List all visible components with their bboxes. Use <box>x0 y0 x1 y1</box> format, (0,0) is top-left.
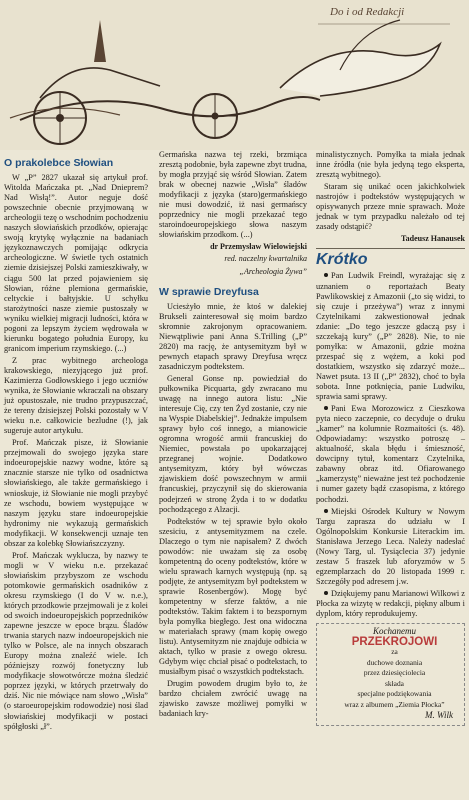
article-paragraph: General Gonse np. powiedział do pułkownika Picquarta, gdy zwracano mu uwagę na innego autora listu: „Nie interesuje Cię, czy ten Żyd zostanie, czy nie na Wyspie Diabelskiej”. Jednakże impulsem sprawy było coś innego, a mianowicie ogromna wrogość armii francuskiej do Niemiec, powstała po upokarzającej przegranej wojnie. Dodatkowo antysemityzm, który był wówczas zjawiskiem dość powszechnym w armii francuskiej, przyczynił się do skierowania podejrzeń w stronę Żyda i to w dodatku pochodzącego z Alzacji. <box>159 373 307 514</box>
card-line: Kochanemu <box>373 626 416 637</box>
signature-name: dr Przemysław Wielowiejski <box>210 242 307 252</box>
signature-role: red. naczelny kwartalnika <box>224 254 307 264</box>
news-item-text: Miejski Ośrodek Kultury w Nowym Targu zaprasza do udziału w I Ogólnopolskim Konkursie Literackim im. Stanisława Jerzego Leca. Należy nadesłać (Nowy Targ, ul. Tysiąclecia 37) jedynie zestaw 5 fraszek lub aforyzmów w 5 egzemplarzach do 20 listopada 1999 r. Szczegóły pod adresem j.w. <box>316 506 465 586</box>
column-c <box>316 150 465 726</box>
card-title: PRZEKROJOWI <box>351 635 438 648</box>
bullet-icon <box>324 273 328 277</box>
card-line: duchowe doznania <box>366 657 423 667</box>
chariot-drawing <box>0 0 469 150</box>
card-line: specjalne podziękowania <box>357 689 432 699</box>
banner-text: Do i od Redakcji <box>330 6 405 18</box>
article-paragraph: Uciesżyło mnie, że ktoś w dalekiej Brukseli zainteresował się moim bardzo skromnie zakrojonym opracowaniem. Niewątpliwie pani Anna S.Trilling („P” 2820) ma rację, że antysemityzm był w pewnych etapach sprawy Dreyfusa wręcz zasadniczym podtekstem. <box>159 301 307 371</box>
news-item <box>316 404 465 504</box>
news-item-text: Dziękujemy panu Marianowi Wilkowi z Płocka za wizytę w redakcji, piękny album i dyplom, który reprodukujemy. <box>316 588 465 619</box>
section-title-krotko: Krótko <box>316 251 368 269</box>
news-item <box>316 589 465 619</box>
article-heading-dreyfus: W sprawie Dreyfusa <box>159 285 259 298</box>
news-item <box>316 507 465 587</box>
news-item-text: Pani Ewa Morozowicz z Cieszkowa pyta nieco zaczepnie, co decyduje o druku „kamer” na kolumnie Rozmaitości (s. 48). Odpowiadamy: wszystko potroszę – aktualność, skala błędu i śmieszność, dowcipny tytuł, komentarz Czytelnika, zabawny obraz itd. Ofiarowanego „kamerzystę” nieważne jest też pochodzenie i numer gazety bądź czasopisma, z którego pochodzi. <box>316 404 465 504</box>
article-paragraph: Staram się unikać ocen jakichkolwiek nastrojów i podtekstów występujących w opisywanych przeze mnie sprawach. Może jednak w tym przypadku należało od tej zasady odstąpić? <box>316 182 465 232</box>
bullet-icon <box>324 591 328 595</box>
header-illustration <box>0 0 469 150</box>
news-item <box>316 271 465 402</box>
column-b <box>159 150 307 722</box>
signature-role: „Archeologia Żywa” <box>239 266 307 276</box>
article-paragraph: Drugim powodem drugim było to, że bardzo chciałem zwrócić uwagę na zjawisko zawsze możliwej pomyłki w badaniach kry- <box>159 679 307 719</box>
bullet-icon <box>324 406 328 410</box>
article-paragraph: Prof. Mańczak pisze, iż Słowianie przejmowali do swojego języka stare indoeuropejskie nazwy wodne, które są znacznie starsze nie tylko od osadnictwa słowiańskiego, ale także germańskiego i wnioskuje, iż Słowianie nie mogli przybyć ze wschodu, bowiem występujące w naszym języku stare indoeuropejskie hydronimy nie wykazują germańskich modyfikacji. W konsekwencji uznaje ten obszar za kolebkę Słowiańszczyzny. <box>4 438 148 548</box>
diploma-card <box>316 623 465 726</box>
article-heading-prakolebka: O prakolebce Słowian <box>4 157 114 169</box>
article-paragraph: W „P” 2827 ukazał się artykuł prof. Witolda Mańczaka pt. „Nad Dnieprem? Nad Wisłą!”. Autor neguje dość powszechnie obecnie przyjmowaną w archeologii tezę o wschodnim pochodzeniu naszych słowiańskich przodków, opierając swoją krytykę wyłącznie na badaniach językoznawczych pomijając odkrycia archeologiczne. W świetle tych ostatnich ziemie dzisiejszej Polski zamieszkiwały, w ciągu 500 lat przed pojawieniem się Słowian, różne plemiona germańskie, celtyckie i bałtyjskie. U schyłku starożytności nasze ziemie pustoszały w wyniku wielkiej migracji ludności, która w pogoni za lepszym życiem wędrowała w kierunku bogatego południa Europy, ku granicom imperium rzymskiego. (...) <box>4 173 148 353</box>
article-paragraph: minalistycznych. Pomyłka ta miała jednak inne źródła (nie była jedyną tego eksperta, zresztą wybitnego). <box>316 150 465 180</box>
section-divider <box>316 248 465 249</box>
article-paragraph: Prof. Mańczak wyklucza, by nazwy te mogli w V wieku n.e. przekazać słowiańskim przybyszom ze wschodu potomkowie germańskich osadników z okresu rzymskiego (I do V w. n.e.), których przodkowie przejmowali je z kolei od swoich indoeuropejskich poprzedników zapewne jeszcze w epoce brązu. Śladów trwania starych nazw indoeuropejskich nie tylko w Polsce, ale na innych obszarach Europy można znaleźć wiele. Ich późniejszy rozwój fonetyczny lub modyfikacje słowotwórcze można śledzić poprzez języki, w których przetrwały do dziś. Nic nie mówiące nam słowo „Wisła” (o staroeuropejskim rodowodzie) nosi ślad słowiańskiej modyfikacji w postaci spółgłoski „ł”. <box>4 550 148 731</box>
article-paragraph: Germańska nazwa tej rzeki, brzmiąca zresztą podobnie, była zapewne zbyt trudna, by mogła przyjąć się wśród Słowian. Zatem brak w obecnej nazwie „Wisła” śladów modyfikacji z języka (staro)germańskiego nie musi dowodzić, iż nasi germańscy poprzednicy nie mogli przekazać tego staroindoeuropejskiego słowa naszym słowiańskim przodkom. (...) <box>159 150 307 240</box>
article-paragraph: Z prac wybitnego archeologa krakowskiego, niezyjącego już prof. Kazimierza Godłowskiego i jego uczniów wynika, że Słowianie wkraczali na obszary już opustoszałe, nie trudno przypuszczać, że tereny dzisiejszej Polski pozostały w V wieku n.e. całkowicie bezludne (!), jak sugeruje autor artykułu. <box>4 355 148 436</box>
bullet-icon <box>324 509 328 513</box>
card-signature: M. Wilk <box>425 710 453 721</box>
card-line: za <box>391 647 398 657</box>
card-line: wraz z albumem „Ziemia Płocka” <box>344 699 445 709</box>
signature-name: Tadeusz Hanausek <box>401 234 465 244</box>
article-paragraph: Podtekstów w tej sprawie było około szesiciu, z antysemityzmem na czele. Dlaczego o tym nie napisałem? Z dwóch powodów: nie uważam się za osobę kompetentną do oceny podtekstów, które w wielu sprawach karnych występują (np. są podjęte, że antysemityzm był podtekstem w sprawie Rosenbergów). Mogę być kompetentny w sferze faktów, a nie podtekstów. Takim faktem i to bezspornym była pomyłka biegłego. Jest ona widoczna w materiałach sprawy (mam kopię owego listu). Antysemityzm nie znajduje odbicia w aktach, tylko w prasie z owego okresu. Gdybym więc chciał pisać o podtekstach, to musiałbym pisać o wszystkich podtekstach. <box>159 516 307 677</box>
card-line: przez dziesięciolecia <box>363 668 426 678</box>
news-item-text: Pan Ludwik Freindl, wyrażając się z uznaniem o reportażach Beaty Pawlikowskiej z Amazonii („to się widzi, to się czuje i przeżywa”) wraz z innymi Czytelnikami zakwestionował jednak zdanie: „Do tego jeszcze gdaczą psy i szczekają kury” („P” 2828). Nie, to nie pomyłka: w Amazonii, gdzie można przespać się z wężem, a koki pod dostatkiem, wszystko się zdarzyć może... Nawet psuta. 13 II („P” 2832), choć to była sobota. Inne potknięcia, panie Ludwiku, sprawia sami sprawy. <box>316 271 465 402</box>
card-line: składa <box>385 678 404 688</box>
column-a <box>4 148 148 734</box>
